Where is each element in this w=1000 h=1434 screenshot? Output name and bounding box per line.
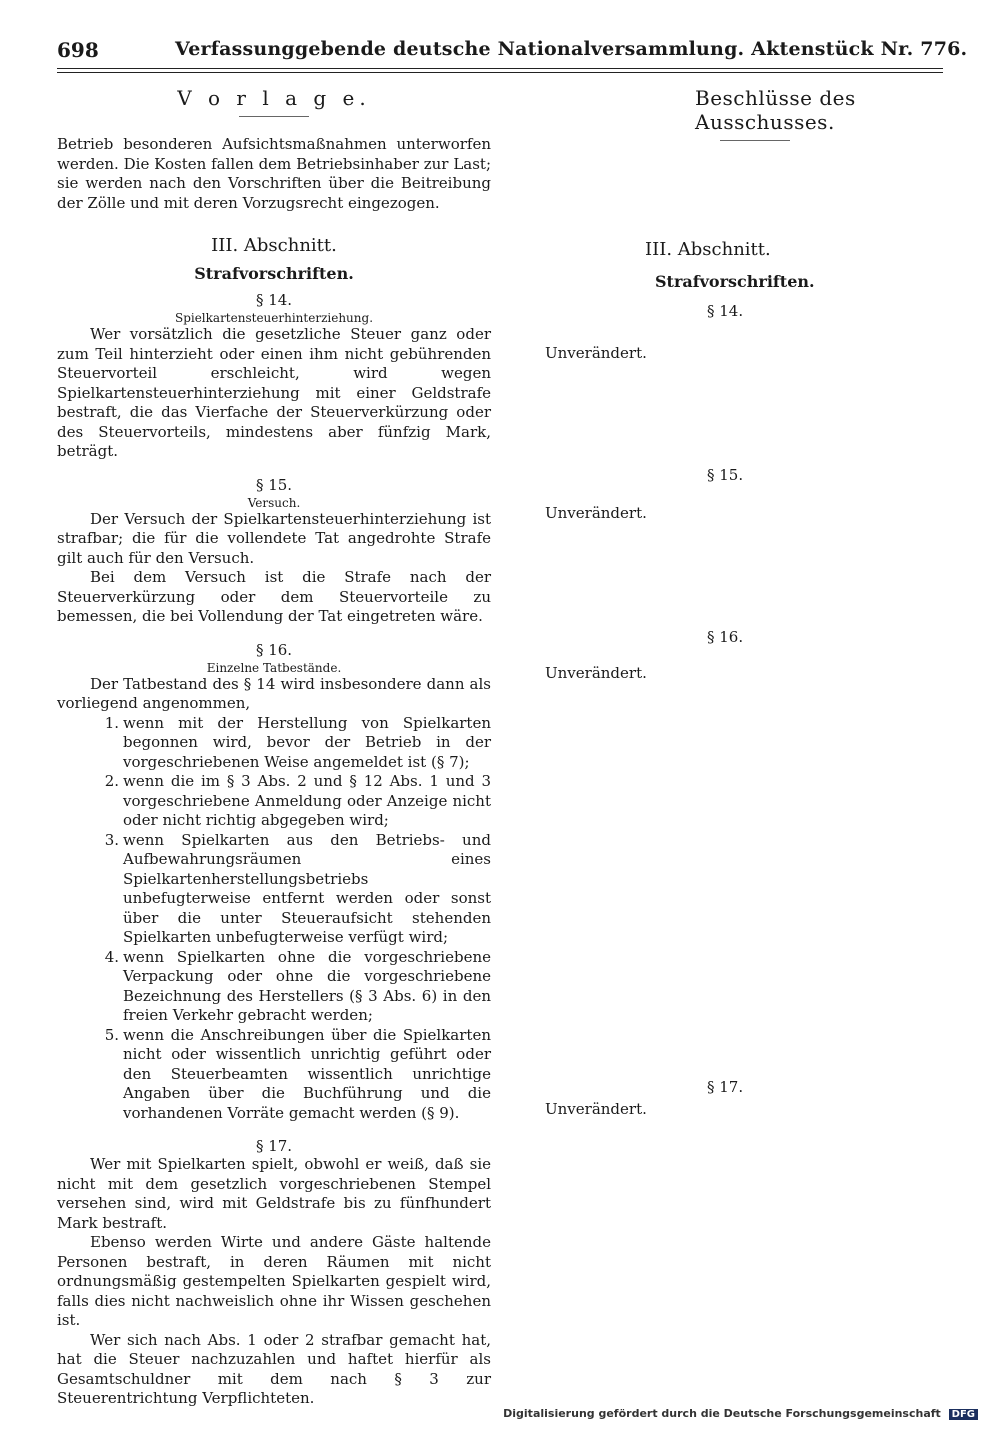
right-paragraph-17-status: Unverändert. (545, 1100, 647, 1118)
page-number: 698 (57, 38, 99, 62)
section-title: III. Abschnitt. (211, 235, 337, 256)
paragraph-15-title: Versuch. (247, 495, 301, 510)
list-item: 3. wenn Spielkarten aus den Betriebs- und Aufbewahrungsräumen eines Spielkartenherstellungsbetriebs unbefugterweise entfernt werden oder sonst über die unter Steueraufsicht stehenden Spielkarten unbefugterweise verfügt wird; (104, 830, 491, 946)
right-paragraph-16-status: Unverändert. (545, 664, 647, 682)
list-item: 5. wenn die Anschreibungen über die Spielkarten nicht oder wissentlich unrichtig geführt oder den Steuerbeamten wissentlich unrichtige Angaben über die Buchführung und die vorhandenen Vorräte gemacht werden (§ 9). (104, 1025, 491, 1122)
right-paragraph-15-status: Unverändert. (545, 504, 647, 522)
section-subtitle: Strafvorschriften. (194, 264, 354, 283)
right-paragraph-14-number: § 14. (707, 302, 744, 320)
paragraph-17-text-2: Ebenso werden Wirte und andere Gäste haltende Personen bestraft, in deren Räumen mit nicht ordnungsmäßig gestempelten Spielkarten gespielt wird, falls dies nicht nachweislich ohne ihr Wissen geschehen ist. (57, 1233, 491, 1329)
list-item: 2. wenn die im § 3 Abs. 2 und § 12 Abs. 1 und 3 vorgeschriebene Anmeldung oder Anzeige nicht oder nicht richtig abgegeben wird; (104, 772, 491, 829)
right-section-title: III. Abschnitt. (645, 239, 771, 260)
paragraph-16-number: § 16. (255, 640, 293, 659)
header-title: Verfassunggebende deutsche Nationalversammlung. Aktenstück Nr. 776. (175, 38, 968, 60)
left-heading-rule (239, 116, 309, 117)
paragraph-17-text-3: Wer sich nach Abs. 1 oder 2 strafbar gemacht hat, hat die Steuer nachzuzahlen und haftet hierfür als Gesamtschuldner mit dem nach § 3 zur Steuerentrichtung Verpflichteten. (57, 1330, 491, 1407)
footer-text: Digitalisierung gefördert durch die Deutsche Forschungsgemeinschaft (503, 1407, 941, 1420)
paragraph-14-text: Wer vorsätzlich die gesetzliche Steuer ganz oder zum Teil hinterzieht oder einen ihm nicht gebührenden Steuervorteil erschleicht, wird wegen Spielkartensteuerhinterziehung mit einer Geldstrafe bestraft, die das Vierfache der Steuerverkürzung oder des Steuervorteils, mindestens aber fünfzig Mark, beträgt. (57, 325, 491, 460)
right-column (545, 86, 943, 1118)
right-section-subtitle: Strafvorschriften. (655, 272, 815, 291)
paragraph-14-number: § 14. (255, 291, 293, 309)
left-column-heading: V o r l a g e. (177, 86, 371, 110)
dfg-logo: DFG (949, 1409, 978, 1420)
list-item: 4. wenn Spielkarten ohne die vorgeschriebene Verpackung oder ohne die vorgeschriebene Bezeichnung des Herstellers (§ 3 Abs. 6) in den freien Verkehr gebracht werden; (104, 947, 491, 1024)
footer-credit (503, 1407, 978, 1420)
paragraph-15-text-2: Bei dem Versuch ist die Strafe nach der Steuerverkürzung oder dem Steuervorteile zu bemessen, die bei Vollendung der Tat eingetreten wäre. (57, 568, 491, 625)
paragraph-16-text: Der Tatbestand des § 14 wird insbesondere dann als vorliegend angenommen, (57, 674, 491, 712)
right-paragraph-14-status: Unverändert. (545, 344, 647, 362)
paragraph-15-number: § 15. (255, 475, 293, 494)
right-heading-rule (720, 140, 790, 141)
right-paragraph-17-number: § 17. (707, 1078, 744, 1096)
paragraph-14-title: Spielkartensteuerhinterziehung. (174, 311, 374, 325)
paragraph-17-number: § 17. (255, 1137, 293, 1155)
paragraph-16-title: Einzelne Tatbestände. (206, 660, 342, 675)
intro-paragraph: Betrieb besonderen Aufsichtsmaßnahmen unterworfen werden. Die Kosten fallen dem Betriebsinhaber zur Last; sie werden nach den Vorschriften über die Beitreibung der Zölle und mit deren Vorzugsrecht eingezogen. (57, 135, 491, 212)
left-column (57, 86, 491, 1409)
header-rule (57, 68, 943, 69)
header-rule-secondary (57, 72, 943, 73)
page-header (57, 38, 968, 68)
paragraph-17-text-1: Wer mit Spielkarten spielt, obwohl er weiß, daß sie nicht mit dem gesetzlich vorgeschriebenen Stempel versehen sind, wird mit Geldstrafe bis zu fünfhundert Mark bestraft. (57, 1155, 491, 1232)
right-paragraph-15-number: § 15. (707, 466, 744, 484)
paragraph-15-text-1: Der Versuch der Spielkartensteuerhinterziehung ist strafbar; die für die vollendete Tat angedrohte Strafe gilt auch für den Versuch. (57, 509, 491, 567)
paragraph-16-list (57, 714, 491, 1124)
right-column-heading: Beschlüsse des Ausschusses. (695, 86, 856, 134)
list-item: 1. wenn mit der Herstellung von Spielkarten begonnen wird, bevor der Betrieb in der vorgeschriebenen Weise angemeldet ist (§ 7); (104, 713, 491, 771)
right-paragraph-16-number: § 16. (707, 628, 744, 646)
